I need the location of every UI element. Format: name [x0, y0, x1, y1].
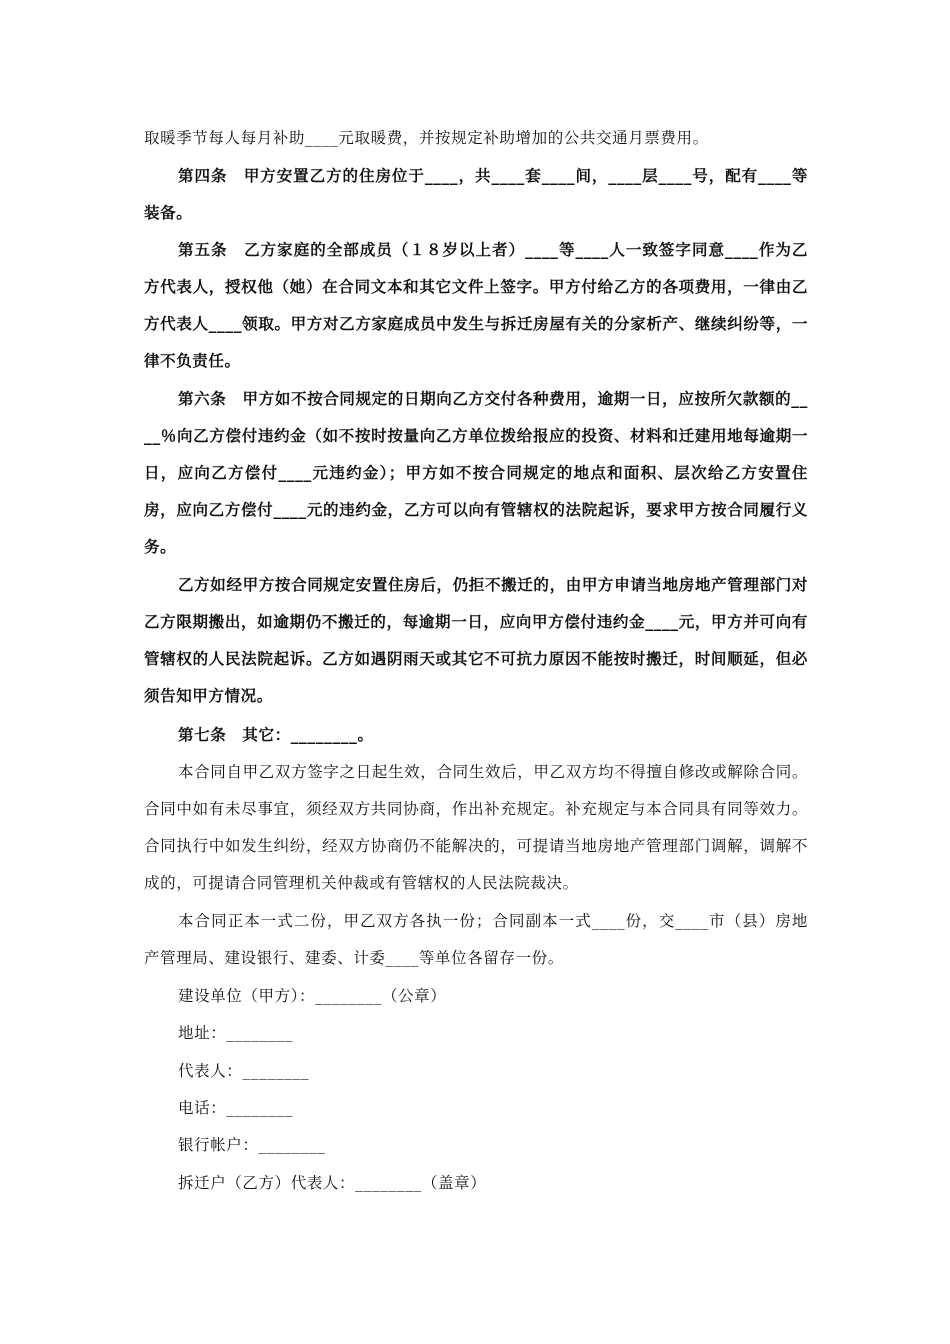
- paragraph-heating-subsidy: 取暖季节每人每月补助____元取暖费，并按规定补助增加的公共交通月票费用。: [144, 129, 709, 147]
- article-6: 第六条 甲方如不按合同规定的日期向乙方交付各种费用，逾期一日，应按所欠款额的____％向乙方偿付违约金（如不按时按量向乙方单位拨给报应的投资、材料和迁建用地每逾期一日，应向乙方偿付____元违约金）；甲方如不按合同规定的地点和面积、层次给乙方安置住房，应向乙方偿付____元的违约金，乙方可以向有管辖权的法院起诉，要求甲方按合同履行义务。: [144, 389, 808, 556]
- signature-party-b: 拆迁户（乙方）代表人：________（盖章）: [178, 1174, 487, 1192]
- signature-party-a: 建设单位（甲方）：________（公章）: [178, 987, 447, 1005]
- article-6-continuation: 乙方如经甲方按合同规定安置住房后，仍拒不搬迁的，由甲方申请当地房地产管理部门对乙方限期搬出，如逾期仍不搬迁的，每逾期一日，应向甲方偿付违约金____元，甲方并可向有管辖权的人民法院起诉。乙方如遇阴雨天或其它不可抗力原因不能按时搬迁，时间顺延，但必须告知甲方情况。: [144, 575, 808, 705]
- signature-phone: 电话：________: [178, 1099, 294, 1117]
- copies-clause: 本合同正本一式二份，甲乙双方各执一份；合同副本一式____份，交____市（县）房地产管理局、建设银行、建委、计委____等单位各留存一份。: [144, 912, 808, 967]
- signature-bank-account: 银行帐户：________: [178, 1136, 326, 1154]
- effectiveness-clause: 本合同自甲乙双方签字之日起生效，合同生效后，甲乙双方均不得擅自修改或解除合同。合同中如有未尽事宜，须经双方共同协商，作出补充规定。补充规定与本合同具有同等效力。合同执行中如发生纠纷，经双方协商仍不能解决的，可提请当地房地产管理部门调解，调解不成的，可提请合同管理机关仲裁或有管辖权的人民法院裁决。: [144, 763, 808, 892]
- signature-address: 地址：________: [178, 1024, 294, 1042]
- article-7: 第七条 其它：________。: [178, 725, 374, 744]
- article-4: 第四条 甲方安置乙方的住房位于____，共____套____间，____层____号，配有____等装备。: [144, 166, 808, 222]
- signature-representative: 代表人：________: [178, 1062, 310, 1080]
- article-5: 第五条 乙方家庭的全部成员（１８岁以上者）____等____人一致签字同意____作为乙方代表人，授权他（她）在合同文本和其它文件上签字。甲方付给乙方的各项费用，一律由乙方代表人____领取。甲方对乙方家庭成员中发生与拆迁房屋有关的分家析产、继续纠纷等，一律不负责任。: [144, 240, 808, 370]
